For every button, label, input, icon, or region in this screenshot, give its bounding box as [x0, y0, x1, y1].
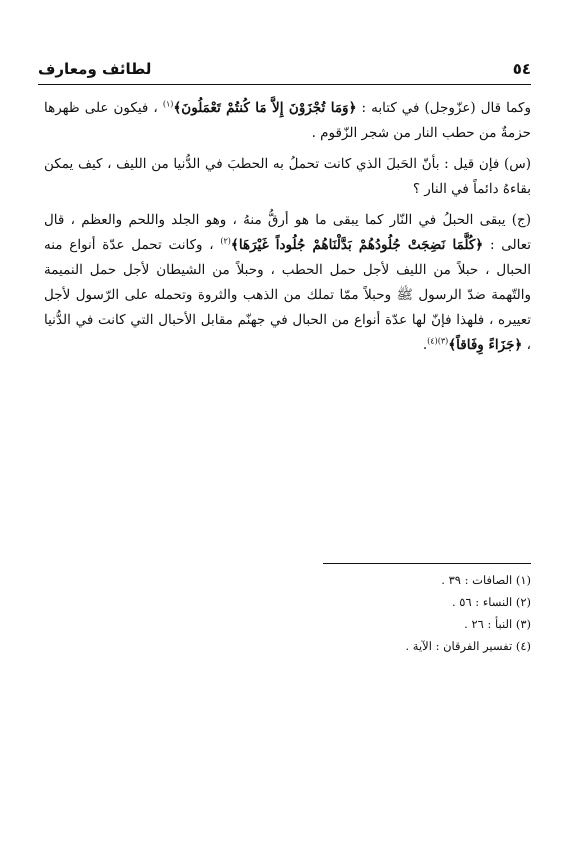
page-header: [38, 60, 531, 80]
paragraph-1: [44, 96, 531, 146]
quran-verse: ﴿كُلَّمَا نَضِجَتْ جُلُودُهُمْ بَدَّلْنَاهُمْ جُلُوداً غَيْرَهَا﴾: [230, 237, 484, 253]
page-number: ٥٤: [512, 60, 531, 78]
book-title: لطائف ومعارف: [38, 60, 152, 78]
footnote-item: (١) الصافات : ٣٩ .: [441, 573, 531, 587]
footnote-ref: (١): [162, 99, 174, 109]
paragraph-3: [44, 208, 531, 358]
footnote-item: (٣) النبأ : ٢٦ .: [464, 617, 531, 631]
quran-verse: ﴿جَزَاءً وِفَاقاً﴾: [448, 337, 523, 353]
main-text: [44, 96, 531, 364]
footnote-divider: [323, 563, 531, 564]
footnote-item: (٤) تفسير الفرقان : الآية .: [405, 639, 531, 653]
answer-text: (ج) يبقى الحبلُ في النّار كما يبقى ما هو أرقُّ منهُ ، وهو الجلد واللحم والعظم ، قال تعالى :: [44, 212, 531, 253]
quran-verse: ﴿وَمَا تُجْزَوْنَ إِلاَّ مَا كُنتُمْ تَعْمَلُونَ﴾: [173, 100, 357, 116]
header-divider: [38, 84, 531, 85]
footnotes-list: [44, 569, 531, 657]
paragraph-text: ، فيكون على ظهرها حزمةٌ من حطب النار من شجر الزّقوم .: [44, 100, 531, 141]
paragraph-text: وكما قال (عزّوجل) في كتابه :: [356, 100, 532, 116]
footnote-ref: (٣)(٤): [427, 336, 449, 346]
closing-text: .: [422, 337, 428, 353]
question-text: (س) فإن قيل : بأنّ الحَبلَ الذي كانت تحملُ به الحطبَ في الدُّنيا من الليف ، كيف يمكن بقاءهُ دائماً في النار ؟: [44, 156, 531, 197]
footnote-item: (٢) النساء : ٥٦ .: [451, 595, 531, 609]
footnote-ref: (٢): [220, 236, 231, 246]
paragraph-2: [44, 152, 531, 202]
answer-text: ، وكانت تحمل عدّة أنواع منه الحبال ، حبلاً من الليف لأجل حمل الحطب ، وحبلاً من الشيطان لأجل حمل النميمة والتّهمة ضدّ الرسول ﷺ وحبلاً ممّا تملك من الذهب والثروة وتحمله على الرّسول لأجل تعييره ، فلهذا فإنّ لها عدّة أنواع من الحبال في جهنّم مقابل الأحبال التي كانت في الدُّنيا ،: [44, 237, 531, 353]
